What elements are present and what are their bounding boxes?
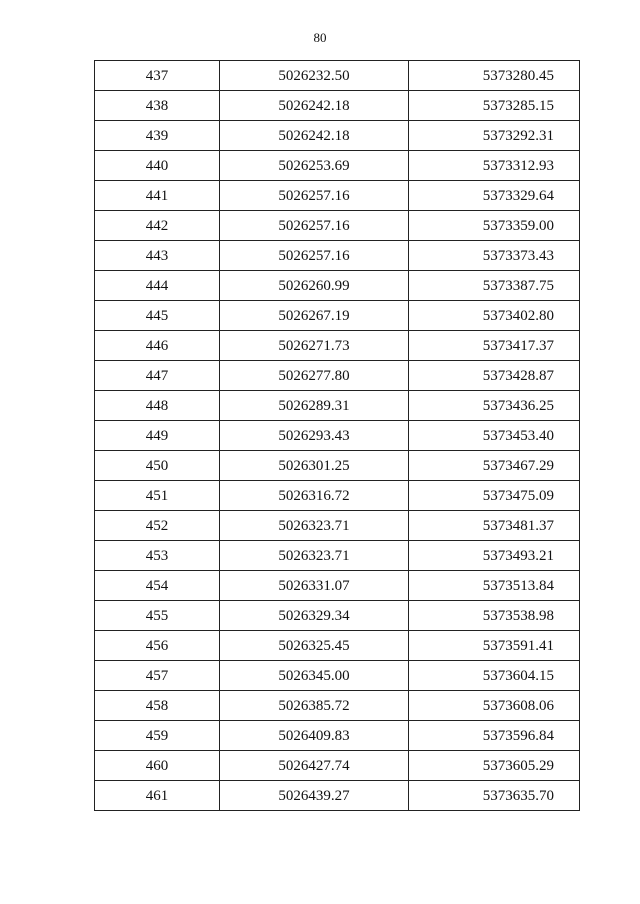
point-number-cell: 455 (95, 601, 220, 631)
y-coordinate-cell: 5373329.64 (409, 181, 580, 211)
y-coordinate-cell: 5373436.25 (409, 391, 580, 421)
table-row (95, 391, 580, 421)
point-number-cell: 461 (95, 781, 220, 811)
y-coordinate-cell: 5373596.84 (409, 721, 580, 751)
table-row (95, 91, 580, 121)
x-coordinate-cell: 5026253.69 (220, 151, 409, 181)
y-coordinate-cell: 5373373.43 (409, 241, 580, 271)
point-number-cell: 458 (95, 691, 220, 721)
point-number-cell: 442 (95, 211, 220, 241)
y-coordinate-cell: 5373475.09 (409, 481, 580, 511)
table-row (95, 61, 580, 91)
x-coordinate-cell: 5026331.07 (220, 571, 409, 601)
x-coordinate-cell: 5026232.50 (220, 61, 409, 91)
point-number-cell: 450 (95, 451, 220, 481)
table-row (95, 361, 580, 391)
table-row (95, 601, 580, 631)
y-coordinate-cell: 5373402.80 (409, 301, 580, 331)
point-number-cell: 451 (95, 481, 220, 511)
y-coordinate-cell: 5373280.45 (409, 61, 580, 91)
point-number-cell: 449 (95, 421, 220, 451)
x-coordinate-cell: 5026345.00 (220, 661, 409, 691)
y-coordinate-cell: 5373608.06 (409, 691, 580, 721)
coordinate-table-body (95, 61, 580, 811)
x-coordinate-cell: 5026323.71 (220, 541, 409, 571)
point-number-cell: 446 (95, 331, 220, 361)
x-coordinate-cell: 5026409.83 (220, 721, 409, 751)
table-row (95, 751, 580, 781)
y-coordinate-cell: 5373453.40 (409, 421, 580, 451)
point-number-cell: 440 (95, 151, 220, 181)
table-row (95, 631, 580, 661)
y-coordinate-cell: 5373635.70 (409, 781, 580, 811)
table-row (95, 331, 580, 361)
x-coordinate-cell: 5026301.25 (220, 451, 409, 481)
y-coordinate-cell: 5373285.15 (409, 91, 580, 121)
point-number-cell: 439 (95, 121, 220, 151)
table-row (95, 781, 580, 811)
table-row (95, 301, 580, 331)
table-row (95, 721, 580, 751)
point-number-cell: 447 (95, 361, 220, 391)
x-coordinate-cell: 5026289.31 (220, 391, 409, 421)
table-row (95, 181, 580, 211)
table-row (95, 661, 580, 691)
y-coordinate-cell: 5373312.93 (409, 151, 580, 181)
x-coordinate-cell: 5026439.27 (220, 781, 409, 811)
point-number-cell: 448 (95, 391, 220, 421)
table-row (95, 421, 580, 451)
point-number-cell: 437 (95, 61, 220, 91)
x-coordinate-cell: 5026277.80 (220, 361, 409, 391)
coordinate-table (94, 60, 580, 811)
x-coordinate-cell: 5026325.45 (220, 631, 409, 661)
x-coordinate-cell: 5026257.16 (220, 181, 409, 211)
point-number-cell: 457 (95, 661, 220, 691)
point-number-cell: 460 (95, 751, 220, 781)
x-coordinate-cell: 5026323.71 (220, 511, 409, 541)
y-coordinate-cell: 5373513.84 (409, 571, 580, 601)
y-coordinate-cell: 5373359.00 (409, 211, 580, 241)
table-row (95, 481, 580, 511)
y-coordinate-cell: 5373604.15 (409, 661, 580, 691)
table-row (95, 691, 580, 721)
point-number-cell: 445 (95, 301, 220, 331)
y-coordinate-cell: 5373591.41 (409, 631, 580, 661)
point-number-cell: 453 (95, 541, 220, 571)
y-coordinate-cell: 5373387.75 (409, 271, 580, 301)
table-row (95, 121, 580, 151)
x-coordinate-cell: 5026257.16 (220, 211, 409, 241)
x-coordinate-cell: 5026427.74 (220, 751, 409, 781)
point-number-cell: 443 (95, 241, 220, 271)
point-number-cell: 441 (95, 181, 220, 211)
page-number: 80 (313, 30, 327, 45)
point-number-cell: 452 (95, 511, 220, 541)
table-row (95, 451, 580, 481)
x-coordinate-cell: 5026329.34 (220, 601, 409, 631)
x-coordinate-cell: 5026271.73 (220, 331, 409, 361)
y-coordinate-cell: 5373417.37 (409, 331, 580, 361)
y-coordinate-cell: 5373292.31 (409, 121, 580, 151)
table-row (95, 241, 580, 271)
point-number-cell: 459 (95, 721, 220, 751)
point-number-cell: 444 (95, 271, 220, 301)
point-number-cell: 438 (95, 91, 220, 121)
point-number-cell: 456 (95, 631, 220, 661)
x-coordinate-cell: 5026242.18 (220, 91, 409, 121)
x-coordinate-cell: 5026267.19 (220, 301, 409, 331)
point-number-cell: 454 (95, 571, 220, 601)
table-row (95, 211, 580, 241)
y-coordinate-cell: 5373481.37 (409, 511, 580, 541)
x-coordinate-cell: 5026385.72 (220, 691, 409, 721)
y-coordinate-cell: 5373467.29 (409, 451, 580, 481)
x-coordinate-cell: 5026260.99 (220, 271, 409, 301)
x-coordinate-cell: 5026242.18 (220, 121, 409, 151)
table-row (95, 151, 580, 181)
table-row (95, 271, 580, 301)
y-coordinate-cell: 5373538.98 (409, 601, 580, 631)
x-coordinate-cell: 5026316.72 (220, 481, 409, 511)
y-coordinate-cell: 5373605.29 (409, 751, 580, 781)
table-row (95, 511, 580, 541)
table-row (95, 571, 580, 601)
x-coordinate-cell: 5026257.16 (220, 241, 409, 271)
x-coordinate-cell: 5026293.43 (220, 421, 409, 451)
y-coordinate-cell: 5373493.21 (409, 541, 580, 571)
table-row (95, 541, 580, 571)
y-coordinate-cell: 5373428.87 (409, 361, 580, 391)
